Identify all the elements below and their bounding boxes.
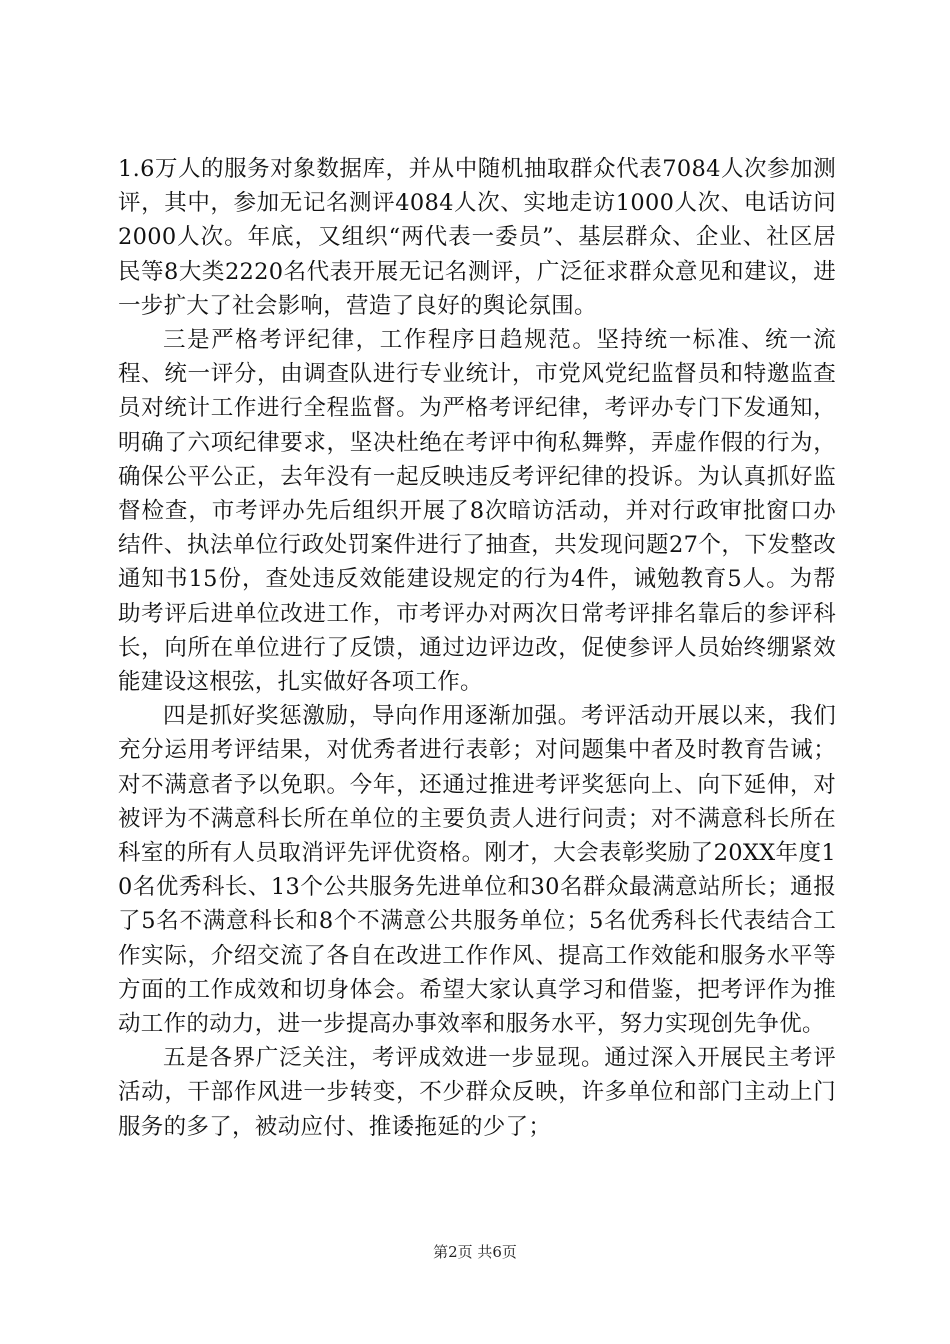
paragraph-4: 五是各界广泛关注，考评成效进一步显现。通过深入开展民主考评活动，干部作风进一步转变，不少群众反映，许多单位和部门主动上门服务的多了，被动应付、推诿拖延的少了；	[118, 1045, 836, 1140]
paragraph-1: 1.6万人的服务对象数据库，并从中随机抽取群众代表7084人次参加测评，其中，参加无记名测评4084人次、实地走访1000人次、电话访问2000人次。年底，又组织“两代表一委员”、基层群众、企业、社区居民等8大类2220名代表开展无记名测评，广泛征求群众意见和建议，进一步扩大了社会影响，营造了良好的舆论氛围。	[118, 156, 836, 319]
document-body	[118, 152, 836, 1144]
paragraph-3: 四是抓好奖惩激励，导向作用逐渐加强。考评活动开展以来，我们充分运用考评结果，对优秀者进行表彰；对问题集中者及时教育告诫；对不满意者予以免职。今年，还通过推进考评奖惩向上、向下延伸，对被评为不满意科长所在单位的主要负责人进行问责；对不满意科长所在科室的所有人员取消评先评优资格。刚才，大会表彰奖励了20XX年度10名优秀科长、13个公共服务先进单位和30名群众最满意站所长；通报了5名不满意科长和8个不满意公共服务单位；5名优秀科长代表结合工作实际，介绍交流了各自在改进工作作风、提高工作效能和服务水平等方面的工作成效和切身体会。希望大家认真学习和借鉴，把考评作为推动工作的动力，进一步提高办事效率和服务水平，努力实现创先争优。	[118, 703, 836, 1038]
paragraph-2: 三是严格考评纪律，工作程序日趋规范。坚持统一标准、统一流程、统一评分，由调查队进行专业统计，市党风党纪监督员和特邀监查员对统计工作进行全程监督。为严格考评纪律，考评办专门下发通知，明确了六项纪律要求，坚决杜绝在考评中徇私舞弊，弄虚作假的行为，确保公平公正，去年没有一起反映违反考评纪律的投诉。为认真抓好监督检查，市考评办先后组织开展了8次暗访活动，并对行政审批窗口办结件、执法单位行政处罚案件进行了抽查，共发现问题27个，下发整改通知书15份，查处违反效能建设规定的行为4件，诫勉教育5人。为帮助考评后进单位改进工作，市考评办对两次日常考评排名靠后的参评科长，向所在单位进行了反馈，通过边评边改，促使参评人员始终绷紧效能建设这根弦，扎实做好各项工作。	[118, 327, 836, 696]
page-footer: 第2页 共6页	[433, 1243, 517, 1261]
